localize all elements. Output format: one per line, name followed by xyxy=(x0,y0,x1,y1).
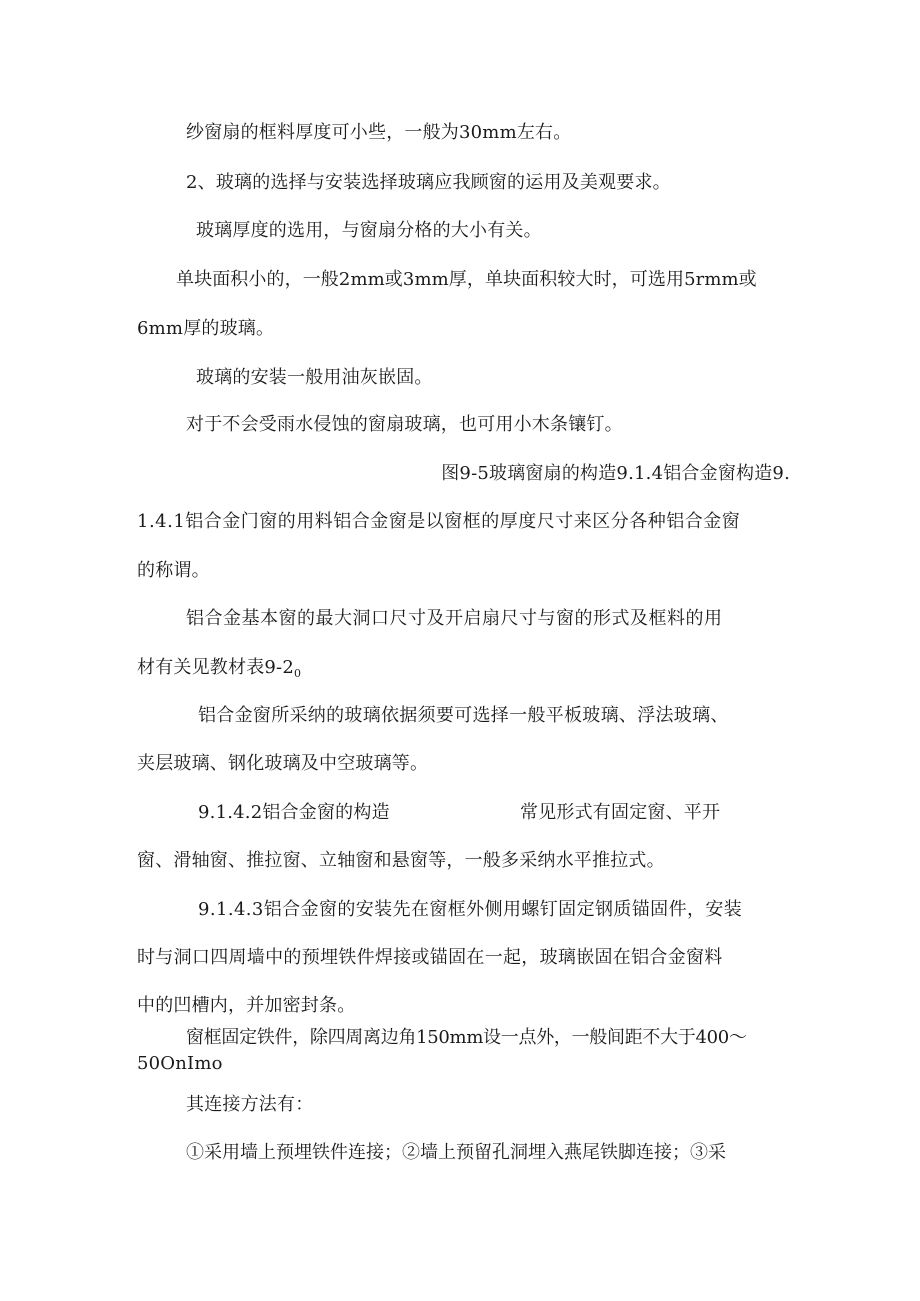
section-heading: 9.1.4.2铝合金窗的构造 xyxy=(198,802,390,823)
paragraph-line: 图9-5玻璃窗扇的构造9.1.4铝合金窗构造9. xyxy=(441,463,790,484)
paragraph-line: 铝合金基本窗的最大洞口尺寸及开启扇尺寸与窗的形式及框料的用 xyxy=(186,608,723,629)
paragraph-line: ①采用墙上预埋铁件连接；②墙上预留孔洞埋入燕尾铁脚连接；③采 xyxy=(186,1142,726,1163)
paragraph-line: 中的凹槽内，并加密封条。 xyxy=(137,995,356,1016)
paragraph-line: 1.4.1铝合金门窗的用料铝合金窗是以窗框的厚度尺寸来区分各种铝合金窗 xyxy=(137,511,741,532)
paragraph-line: 窗框固定铁件，除四周离边角150mm设一点外，一般间距不大于400～ xyxy=(186,1027,747,1048)
paragraph-line: 玻璃的安装一般用油灰嵌固。 xyxy=(196,367,433,388)
paragraph-line: 其连接方法有： xyxy=(186,1094,314,1115)
paragraph-line: 2、玻璃的选择与安装选择玻璃应我顾窗的运用及美观要求。 xyxy=(186,172,671,193)
paragraph-line: 夹层玻璃、钢化玻璃及中空玻璃等。 xyxy=(137,753,429,774)
paragraph-line: 铝合金窗所采纳的玻璃依据须要可选择一般平板玻璃、浮法玻璃、 xyxy=(198,705,729,726)
paragraph-line: 对于不会受雨水侵蚀的窗扇玻璃，也可用小木条镶钉。 xyxy=(186,414,623,435)
paragraph-line xyxy=(137,656,301,686)
paragraph-line: 9.1.4.3铝合金窗的安装先在窗框外侧用螺钉固定钢质锚固件，安装 xyxy=(198,899,743,920)
paragraph-line: 窗、滑轴窗、推拉窗、立轴窗和悬窗等，一般多采纳水平推拉式。 xyxy=(137,850,665,871)
paragraph-text: 材有关见教材表9-2 xyxy=(137,657,294,678)
paragraph-line: 时与洞口四周墙中的预埋铁件焊接或锚固在一起，玻璃嵌固在铝合金窗料 xyxy=(137,947,723,968)
paragraph-line: 纱窗扇的框料厚度可小些，一般为30mm左右。 xyxy=(186,122,572,143)
paragraph-line: 玻璃厚度的选用，与窗扇分格的大小有关。 xyxy=(196,220,542,241)
paragraph-line: 50OnImo xyxy=(137,1053,223,1074)
paragraph-line: 6mm厚的玻璃。 xyxy=(137,318,275,339)
paragraph-line: 常见形式有固定窗、平开 xyxy=(520,802,721,823)
subscript: 0 xyxy=(294,667,302,680)
paragraph-line: 的称谓。 xyxy=(137,560,210,581)
paragraph-line: 单块面积小的，一般2mm或3mm厚，单块面积较大时，可选用5rmm或 xyxy=(176,269,757,290)
